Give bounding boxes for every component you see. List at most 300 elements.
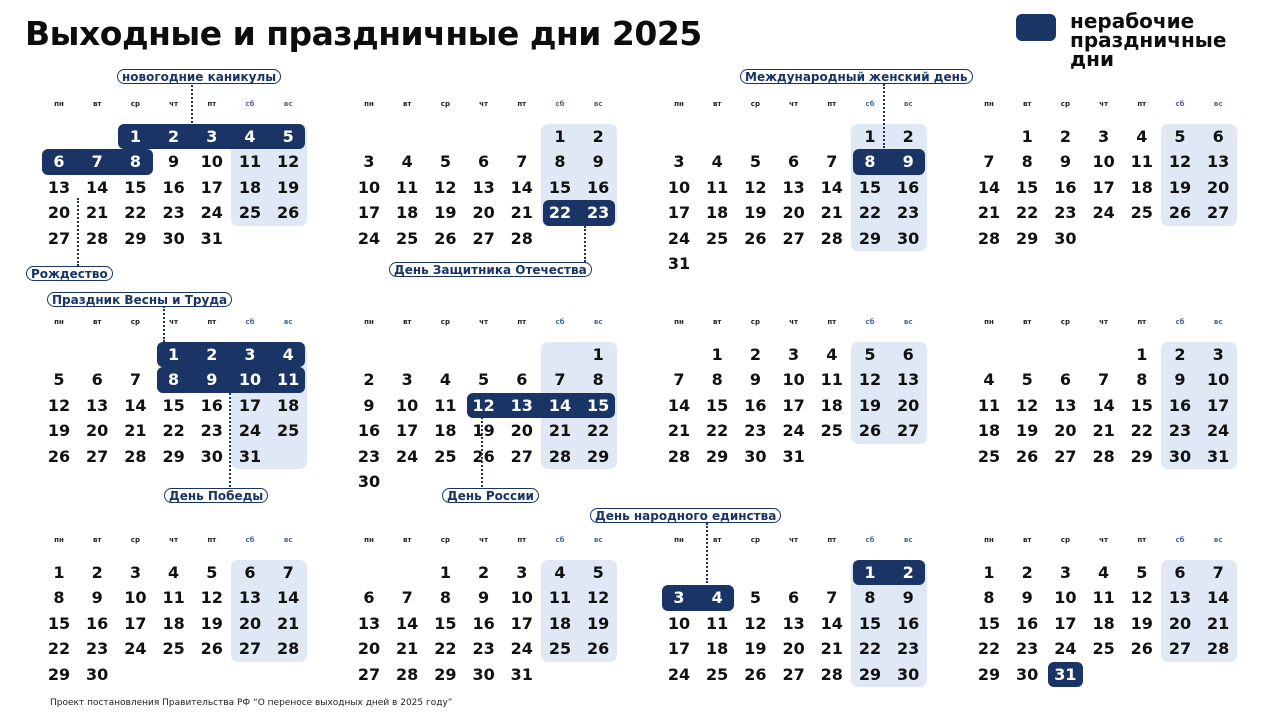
calendar-day: 29: [1016, 228, 1039, 248]
calendar-day: 17: [782, 395, 805, 415]
calendar-day: 17: [667, 639, 691, 659]
calendar-day: 15: [162, 395, 185, 415]
weekday-label: пн: [984, 100, 994, 108]
calendar-day: 25: [162, 639, 185, 659]
calendar-day: 22: [858, 203, 882, 223]
calendar-day: 6: [788, 588, 800, 608]
calendar-day: 22: [434, 639, 457, 659]
connector-russia: [481, 417, 483, 487]
calendar-day: 19: [47, 421, 71, 441]
calendar-day: 14: [277, 588, 300, 608]
weekday-label: вт: [92, 536, 102, 544]
calendar-day: 15: [977, 613, 1001, 633]
calendar-day: 15: [548, 177, 572, 197]
label-spring: Праздник Весны и Труда: [47, 292, 232, 307]
calendar-day: 20: [472, 203, 495, 223]
calendar-day: 19: [200, 613, 223, 633]
calendar-day: 12: [47, 395, 71, 415]
calendar-day: 17: [238, 395, 262, 415]
weekday-label: вс: [283, 100, 293, 108]
calendar-day: 23: [1168, 421, 1192, 441]
calendar-day: 12: [200, 588, 223, 608]
calendar-day: 23: [1054, 203, 1077, 223]
calendar-day: 21: [1207, 613, 1230, 633]
calendar-day: 5: [206, 563, 218, 582]
calendar-day: 25: [434, 446, 457, 466]
calendar-day: 9: [363, 395, 375, 415]
calendar-day: 27: [357, 664, 381, 684]
calendar-day: 24: [124, 639, 147, 659]
calendar-day: 17: [667, 203, 691, 223]
calendar-day: 30: [162, 228, 185, 248]
calendar-day: 23: [162, 203, 185, 223]
holiday-day: 4: [244, 127, 256, 146]
calendar-day: 24: [396, 446, 419, 466]
calendar-day: 21: [977, 203, 1001, 223]
weekday-label: пн: [364, 100, 374, 108]
calendar-day: 22: [977, 639, 1001, 659]
calendar-day: 21: [667, 421, 691, 441]
weekday-label: пт: [827, 318, 837, 326]
calendar-day: 26: [1016, 446, 1039, 466]
calendar-day: 16: [357, 421, 381, 441]
calendar-day: 4: [168, 563, 180, 582]
weekday-label: ср: [1060, 536, 1070, 544]
calendar-day: 7: [673, 370, 685, 390]
calendar-day: 17: [357, 203, 381, 223]
weekday-label: чт: [169, 318, 179, 326]
calendar-day: 1: [983, 563, 995, 582]
calendar-day: 30: [86, 664, 109, 684]
calendar-day: 3: [1098, 127, 1110, 146]
calendar-day: 14: [820, 613, 843, 633]
calendar-day: 30: [200, 446, 223, 466]
weekday-label: ср: [130, 318, 140, 326]
calendar-day: 22: [858, 639, 882, 659]
calendar-day: 30: [897, 228, 920, 248]
calendar-day: 13: [1207, 152, 1230, 172]
weekday-label: сб: [865, 318, 875, 326]
calendar-day: 6: [516, 370, 528, 390]
weekday-label: чт: [789, 100, 799, 108]
calendar-day: 15: [706, 395, 729, 415]
calendar-day: 30: [472, 664, 495, 684]
calendar-day: 13: [782, 177, 805, 197]
calendar-day: 29: [858, 228, 882, 248]
holiday-day: 11: [277, 370, 300, 390]
weekday-label: ср: [130, 100, 140, 108]
calendar-day: 3: [673, 152, 685, 172]
calendar-day: 20: [238, 613, 262, 633]
calendar-day: 21: [396, 639, 419, 659]
calendar-day: 20: [47, 203, 71, 223]
calendar-day: 3: [129, 563, 141, 582]
calendar-day: 18: [1092, 613, 1115, 633]
calendar-day: 7: [282, 563, 294, 582]
calendar-day: 9: [592, 152, 604, 172]
holiday-day: 2: [206, 345, 218, 364]
calendar-day: 9: [749, 370, 761, 390]
calendar-day: 8: [864, 588, 876, 608]
holiday-day: 2: [168, 127, 180, 146]
calendar-day: 17: [510, 613, 533, 633]
calendar-day: 20: [510, 421, 533, 441]
calendar-day: 10: [1054, 588, 1077, 608]
calendar-day: 19: [1168, 177, 1192, 197]
calendar-day: 1: [554, 127, 566, 146]
calendar-day: 11: [434, 395, 457, 415]
weekday-label: пт: [517, 536, 527, 544]
calendar-day: 20: [1168, 613, 1192, 633]
calendar-day: 16: [1054, 177, 1077, 197]
weekday-label: вс: [903, 100, 913, 108]
weekday-label: вт: [92, 100, 102, 108]
calendar-day: 7: [129, 370, 141, 390]
calendar-day: 8: [439, 588, 451, 608]
weekday-label: ср: [1060, 100, 1070, 108]
weekday-label: вт: [402, 100, 412, 108]
calendar-day: 12: [1168, 152, 1192, 172]
calendar-day: 27: [897, 421, 920, 441]
calendar-day: 19: [858, 395, 882, 415]
weekday-label: пн: [984, 318, 994, 326]
calendar-day: 29: [858, 664, 882, 684]
weekday-label: вс: [1213, 100, 1223, 108]
calendar-day: 22: [124, 203, 147, 223]
calendar-day: 31: [667, 254, 691, 273]
calendar-day: 26: [1130, 639, 1153, 659]
calendar-day: 18: [434, 421, 457, 441]
holiday-day: 8: [129, 152, 141, 172]
calendar-day: 16: [200, 395, 223, 415]
calendar-day: 7: [401, 588, 413, 608]
calendar-day: 3: [1212, 345, 1224, 364]
calendar-day: 22: [1016, 203, 1039, 223]
calendar-day: 25: [1092, 639, 1115, 659]
calendar-day: 20: [897, 395, 920, 415]
calendar-day: 24: [1092, 203, 1115, 223]
calendar-day: 8: [1021, 152, 1033, 172]
calendar-day: 25: [1130, 203, 1153, 223]
weekday-label: вс: [903, 318, 913, 326]
calendar-day: 11: [820, 370, 843, 390]
holiday-day: 5: [282, 127, 294, 146]
calendar-day: 10: [667, 613, 691, 633]
holiday-day: 7: [91, 152, 103, 172]
weekday-label: сб: [1175, 318, 1185, 326]
calendar-day: 13: [238, 588, 262, 608]
weekday-label: ср: [750, 536, 760, 544]
calendar-day: 24: [357, 228, 381, 248]
calendar-day: 8: [554, 152, 566, 172]
calendar-day: 25: [706, 228, 729, 248]
calendar-day: 22: [162, 421, 185, 441]
calendar-day: 30: [1054, 228, 1077, 248]
holiday-day: 9: [902, 152, 914, 172]
calendar-day: 15: [858, 177, 882, 197]
calendar-day: 11: [238, 152, 262, 172]
calendar-day: 25: [396, 228, 419, 248]
calendar-day: 10: [1207, 370, 1230, 390]
calendar-day: 4: [1098, 563, 1110, 582]
calendar-day: 15: [124, 177, 147, 197]
holiday-day: 9: [206, 370, 218, 390]
calendar-day: 18: [162, 613, 185, 633]
weekday-label: пт: [1137, 318, 1147, 326]
weekday-label: вт: [1022, 318, 1032, 326]
weekday-label: пн: [674, 536, 684, 544]
calendar-day: 16: [897, 177, 920, 197]
calendar-day: 7: [516, 152, 528, 172]
calendar-day: 8: [711, 370, 723, 390]
calendar-day: 14: [1092, 395, 1115, 415]
calendar-day: 8: [592, 370, 604, 390]
connector-christmas: [77, 198, 79, 266]
weekday-label: ср: [750, 318, 760, 326]
calendar-day: 24: [200, 203, 223, 223]
calendar-day: 24: [667, 228, 691, 248]
calendar-day: 20: [1054, 421, 1077, 441]
calendar-day: 12: [1130, 588, 1153, 608]
calendar-day: 19: [587, 613, 610, 633]
calendar-day: 6: [1212, 127, 1224, 146]
calendar-day: 25: [238, 203, 262, 223]
holiday-day: 1: [168, 345, 180, 364]
calendar-day: 19: [1016, 421, 1039, 441]
weekday-label: пт: [827, 536, 837, 544]
calendar-day: 10: [124, 588, 147, 608]
calendar-day: 11: [396, 177, 419, 197]
weekday-label: пт: [827, 100, 837, 108]
calendar-day: 17: [200, 177, 223, 197]
weekday-label: вт: [712, 100, 722, 108]
weekday-label: ср: [440, 318, 450, 326]
calendar-day: 23: [357, 446, 381, 466]
calendar-day: 18: [1130, 177, 1153, 197]
holiday-day: 31: [1054, 664, 1077, 684]
label-christmas: Рождество: [26, 266, 113, 281]
calendar-day: 17: [1207, 395, 1230, 415]
holiday-day: 3: [244, 345, 256, 364]
connector-spring: [163, 306, 165, 342]
calendar-day: 15: [47, 613, 71, 633]
weekday-label: вт: [402, 318, 412, 326]
calendar-day: 5: [864, 345, 876, 364]
weekday-label: чт: [479, 100, 489, 108]
calendar-day: 4: [1136, 127, 1148, 146]
calendar-day: 2: [1174, 345, 1186, 364]
calendar-day: 6: [788, 152, 800, 172]
calendar-day: 20: [782, 639, 805, 659]
weekday-label: вт: [92, 318, 102, 326]
weekday-label: пт: [1137, 536, 1147, 544]
calendar-day: 20: [357, 639, 381, 659]
calendar-day: 29: [977, 664, 1001, 684]
footnote: Проект постановления Правительства РФ “О переносе выходных дней в 2025 году”: [50, 698, 453, 708]
holiday-day: 12: [472, 395, 495, 415]
calendar-day: 12: [1016, 395, 1039, 415]
holiday-day: 14: [548, 395, 572, 415]
calendar-day: 8: [983, 588, 995, 608]
calendar-day: 8: [53, 588, 65, 608]
calendar-day: 28: [820, 228, 843, 248]
holiday-day: 1: [864, 563, 876, 582]
weekday-label: вс: [283, 318, 293, 326]
calendar-day: 26: [587, 639, 610, 659]
calendar-day: 30: [744, 446, 767, 466]
calendar-day: 4: [554, 563, 566, 582]
connector-victory: [229, 393, 231, 487]
calendar-day: 19: [1130, 613, 1153, 633]
calendar-day: 5: [1021, 370, 1033, 390]
calendar-day: 31: [782, 446, 805, 466]
calendar-day: 9: [168, 152, 180, 172]
weekday-label: ср: [130, 536, 140, 544]
legend-swatch: [1016, 14, 1056, 41]
calendar-day: 1: [53, 563, 65, 582]
holiday-day: 13: [510, 395, 533, 415]
holiday-day: 4: [711, 588, 723, 608]
label-unity: День народного единства: [590, 508, 781, 523]
calendar-day: 5: [749, 152, 761, 172]
page-title: Выходные и праздничные дни 2025: [25, 14, 702, 53]
calendar-day: 6: [363, 588, 375, 608]
calendar-day: 9: [91, 588, 103, 608]
calendar-day: 26: [858, 421, 882, 441]
calendar-day: 16: [1168, 395, 1192, 415]
weekday-label: сб: [865, 100, 875, 108]
calendar-day: 18: [238, 177, 262, 197]
weekday-label: пт: [207, 536, 217, 544]
calendar-day: 11: [1130, 152, 1153, 172]
calendar-day: 22: [706, 421, 729, 441]
calendar-day: 10: [396, 395, 419, 415]
calendar-day: 27: [1168, 639, 1192, 659]
calendar-day: 10: [200, 152, 223, 172]
weekday-label: сб: [245, 318, 255, 326]
calendar-day: 9: [478, 588, 490, 608]
calendar-day: 3: [1059, 563, 1071, 582]
weekday-label: ср: [750, 100, 760, 108]
calendar-day: 9: [1174, 370, 1186, 390]
weekday-label: вс: [1213, 318, 1223, 326]
weekday-label: пн: [674, 318, 684, 326]
weekday-label: пн: [54, 536, 64, 544]
calendar-day: 27: [782, 228, 805, 248]
weekday-label: чт: [789, 318, 799, 326]
calendar-day: 31: [238, 446, 262, 466]
calendar-day: 26: [472, 446, 495, 466]
calendar-day: 20: [1207, 177, 1230, 197]
calendar-day: 12: [858, 370, 882, 390]
holiday-day: 1: [129, 127, 141, 146]
calendar-day: 1: [1021, 127, 1033, 146]
calendar-day: 10: [667, 177, 691, 197]
holiday-day: 23: [587, 203, 610, 223]
calendar-day: 29: [47, 664, 71, 684]
weekday-label: сб: [1175, 100, 1185, 108]
weekday-label: чт: [169, 100, 179, 108]
calendar-day: 2: [749, 345, 761, 364]
weekday-label: вт: [402, 536, 412, 544]
calendar-day: 26: [1168, 203, 1192, 223]
calendar-day: 8: [1136, 370, 1148, 390]
calendar-day: 30: [1168, 446, 1192, 466]
calendar-day: 11: [1092, 588, 1115, 608]
calendar-day: 5: [439, 152, 451, 172]
calendar-day: 27: [1207, 203, 1230, 223]
calendar-day: 5: [53, 370, 65, 390]
weekday-label: ср: [440, 100, 450, 108]
calendar-day: 9: [902, 588, 914, 608]
calendar-day: 5: [478, 370, 490, 390]
calendar-day: 17: [1054, 613, 1077, 633]
calendar-day: 30: [1016, 664, 1039, 684]
weekday-label: чт: [789, 536, 799, 544]
calendar-day: 19: [744, 203, 767, 223]
calendar-day: 18: [820, 395, 843, 415]
calendar-day: 18: [548, 613, 572, 633]
calendar-day: 13: [1168, 588, 1192, 608]
calendar-day: 22: [587, 421, 610, 441]
calendar-day: 18: [706, 639, 729, 659]
weekday-label: сб: [865, 536, 875, 544]
weekday-label: вт: [712, 318, 722, 326]
calendar-day: 10: [1092, 152, 1115, 172]
weekday-label: пт: [517, 318, 527, 326]
calendar-day: 14: [124, 395, 147, 415]
calendar-day: 29: [587, 446, 610, 466]
calendar-day: 14: [820, 177, 843, 197]
weekday-label: вт: [1022, 100, 1032, 108]
label-victory: День Победы: [164, 488, 268, 503]
holiday-day: 8: [864, 152, 876, 172]
calendar-day: 31: [200, 228, 223, 248]
calendar-day: 2: [592, 127, 604, 146]
calendar-day: 16: [162, 177, 185, 197]
calendar-day: 19: [277, 177, 300, 197]
weekday-label: пн: [984, 536, 994, 544]
calendar-day: 15: [434, 613, 457, 633]
calendar-day: 19: [744, 639, 767, 659]
calendar-day: 16: [744, 395, 767, 415]
weekday-label: чт: [479, 536, 489, 544]
weekday-label: пн: [54, 100, 64, 108]
weekday-label: сб: [555, 536, 565, 544]
calendar-day: 29: [1130, 446, 1153, 466]
calendar-day: 29: [162, 446, 185, 466]
calendar-day: 27: [510, 446, 533, 466]
calendar-day: 28: [977, 228, 1001, 248]
calendar-day: 27: [1054, 446, 1077, 466]
calendar-day: 26: [744, 228, 767, 248]
calendar-day: 14: [510, 177, 533, 197]
calendar-day: 13: [897, 370, 920, 390]
calendar-day: 17: [396, 421, 419, 441]
weekday-label: сб: [1175, 536, 1185, 544]
weekday-label: сб: [555, 318, 565, 326]
calendar-day: 21: [820, 639, 843, 659]
calendar-day: 18: [706, 203, 729, 223]
calendar-day: 13: [782, 613, 805, 633]
weekday-label: сб: [245, 536, 255, 544]
weekday-label: вс: [593, 100, 603, 108]
calendar-day: 28: [1092, 446, 1115, 466]
calendar-day: 10: [782, 370, 805, 390]
holiday-day: 3: [673, 588, 685, 608]
weekday-label: пт: [207, 318, 217, 326]
calendar-day: 28: [510, 228, 533, 248]
